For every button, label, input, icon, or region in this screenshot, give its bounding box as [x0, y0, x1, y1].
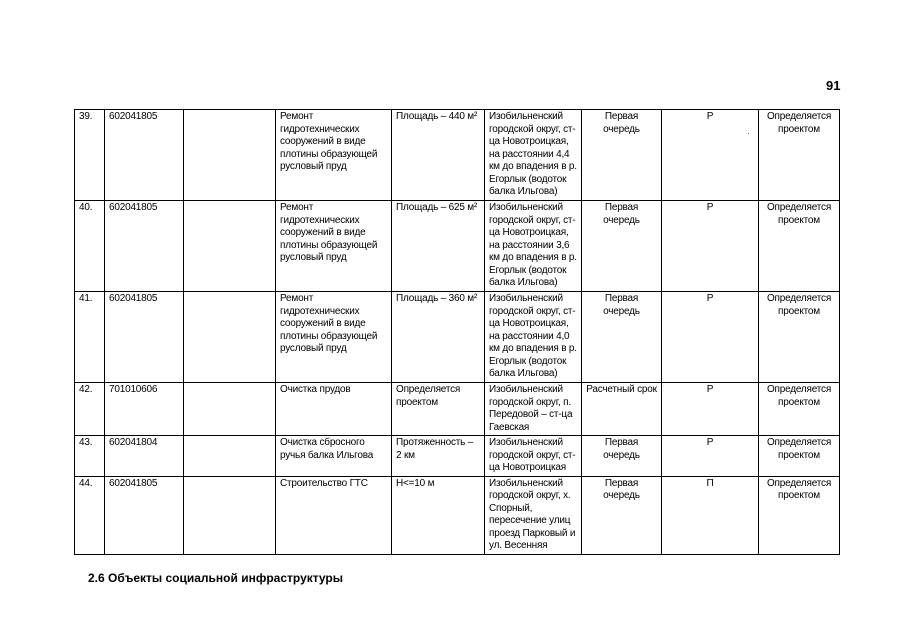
empty-cell	[184, 110, 276, 201]
empty-cell	[184, 383, 276, 436]
table-row	[75, 476, 840, 554]
term-cell: Первая очередь	[582, 292, 662, 383]
empty-cell	[184, 292, 276, 383]
term-cell: Первая очередь	[582, 436, 662, 477]
status-cell: Р	[662, 110, 759, 201]
object-name-cell: Очистка прудов	[276, 383, 392, 436]
location-cell: Изобильненский городской округ, п. Передовой – ст-ца Гаевская	[485, 383, 582, 436]
status-cell: Р	[662, 201, 759, 292]
code-cell: 602041805	[105, 292, 184, 383]
code-cell: 602041805	[105, 476, 184, 554]
object-name-cell: Ремонт гидротехнических сооружений в виде плотины образующей русловый пруд	[276, 110, 392, 201]
code-cell: 602041805	[105, 110, 184, 201]
object-name-cell: Ремонт гидротехнических сооружений в виде плотины образующей русловый пруд	[276, 201, 392, 292]
table-row	[75, 436, 840, 477]
status-cell: П	[662, 476, 759, 554]
zone-cell: Определяется проектом	[759, 476, 840, 554]
term-cell: Первая очередь	[582, 201, 662, 292]
code-cell: 602041804	[105, 436, 184, 477]
status-cell: Р	[662, 383, 759, 436]
term-cell: Первая очередь	[582, 476, 662, 554]
parameter-cell: Площадь – 440 м²	[392, 110, 485, 201]
term-cell: Расчетный срок	[582, 383, 662, 436]
parameter-cell: Определяется проектом	[392, 383, 485, 436]
zone-cell: Определяется проектом	[759, 110, 840, 201]
parameter-cell: Протяженность – 2 км	[392, 436, 485, 477]
location-cell: Изобильненский городской округ, ст-ца Новотроицкая, на расстоянии 4,0 км до впадения в р. Егорлык (водоток балка Ильгова)	[485, 292, 582, 383]
code-cell: 602041805	[105, 201, 184, 292]
table-row	[75, 110, 840, 201]
empty-cell	[184, 476, 276, 554]
parameter-cell: Н<=10 м	[392, 476, 485, 554]
row-number-cell: 41.	[75, 292, 105, 383]
object-name-cell: Ремонт гидротехнических сооружений в виде плотины образующей русловый пруд	[276, 292, 392, 383]
object-name-cell: Строительство ГТС	[276, 476, 392, 554]
row-number-cell: 43.	[75, 436, 105, 477]
location-cell: Изобильненский городской округ, ст-ца Новотроицкая, на расстоянии 3,6 км до впадения в р. Егорлык (водоток балка Ильгова)	[485, 201, 582, 292]
zone-cell: Определяется проектом	[759, 201, 840, 292]
empty-cell	[184, 436, 276, 477]
term-cell: Первая очередь	[582, 110, 662, 201]
row-number-cell: 39.	[75, 110, 105, 201]
status-cell: Р	[662, 292, 759, 383]
row-number-cell: 42.	[75, 383, 105, 436]
zone-cell: Определяется проектом	[759, 436, 840, 477]
location-cell: Изобильненский городской округ, ст-ца Новотроицкая, на расстоянии 4,4 км до впадения в р. Егорлык (водоток балка Ильгова)	[485, 110, 582, 201]
parameter-cell: Площадь – 360 м²	[392, 292, 485, 383]
row-number-cell: 44.	[75, 476, 105, 554]
scan-speck	[748, 133, 749, 134]
table-row	[75, 201, 840, 292]
empty-cell	[184, 201, 276, 292]
location-cell: Изобильненский городской округ, х. Спорный, пересечение улиц проезд Парковый и ул. Весенняя	[485, 476, 582, 554]
section-heading: 2.6 Объекты социальной инфраструктуры	[88, 571, 344, 585]
objects-table	[74, 109, 840, 555]
table-row	[75, 292, 840, 383]
object-name-cell: Очистка сбросного ручья балка Ильгова	[276, 436, 392, 477]
table-body	[75, 110, 840, 555]
zone-cell: Определяется проектом	[759, 383, 840, 436]
row-number-cell: 40.	[75, 201, 105, 292]
zone-cell: Определяется проектом	[759, 292, 840, 383]
code-cell: 701010606	[105, 383, 184, 436]
location-cell: Изобильненский городской округ, ст-ца Новотроицкая	[485, 436, 582, 477]
table-row	[75, 383, 840, 436]
parameter-cell: Площадь – 625 м²	[392, 201, 485, 292]
page-number: 91	[826, 78, 841, 93]
status-cell: Р	[662, 436, 759, 477]
